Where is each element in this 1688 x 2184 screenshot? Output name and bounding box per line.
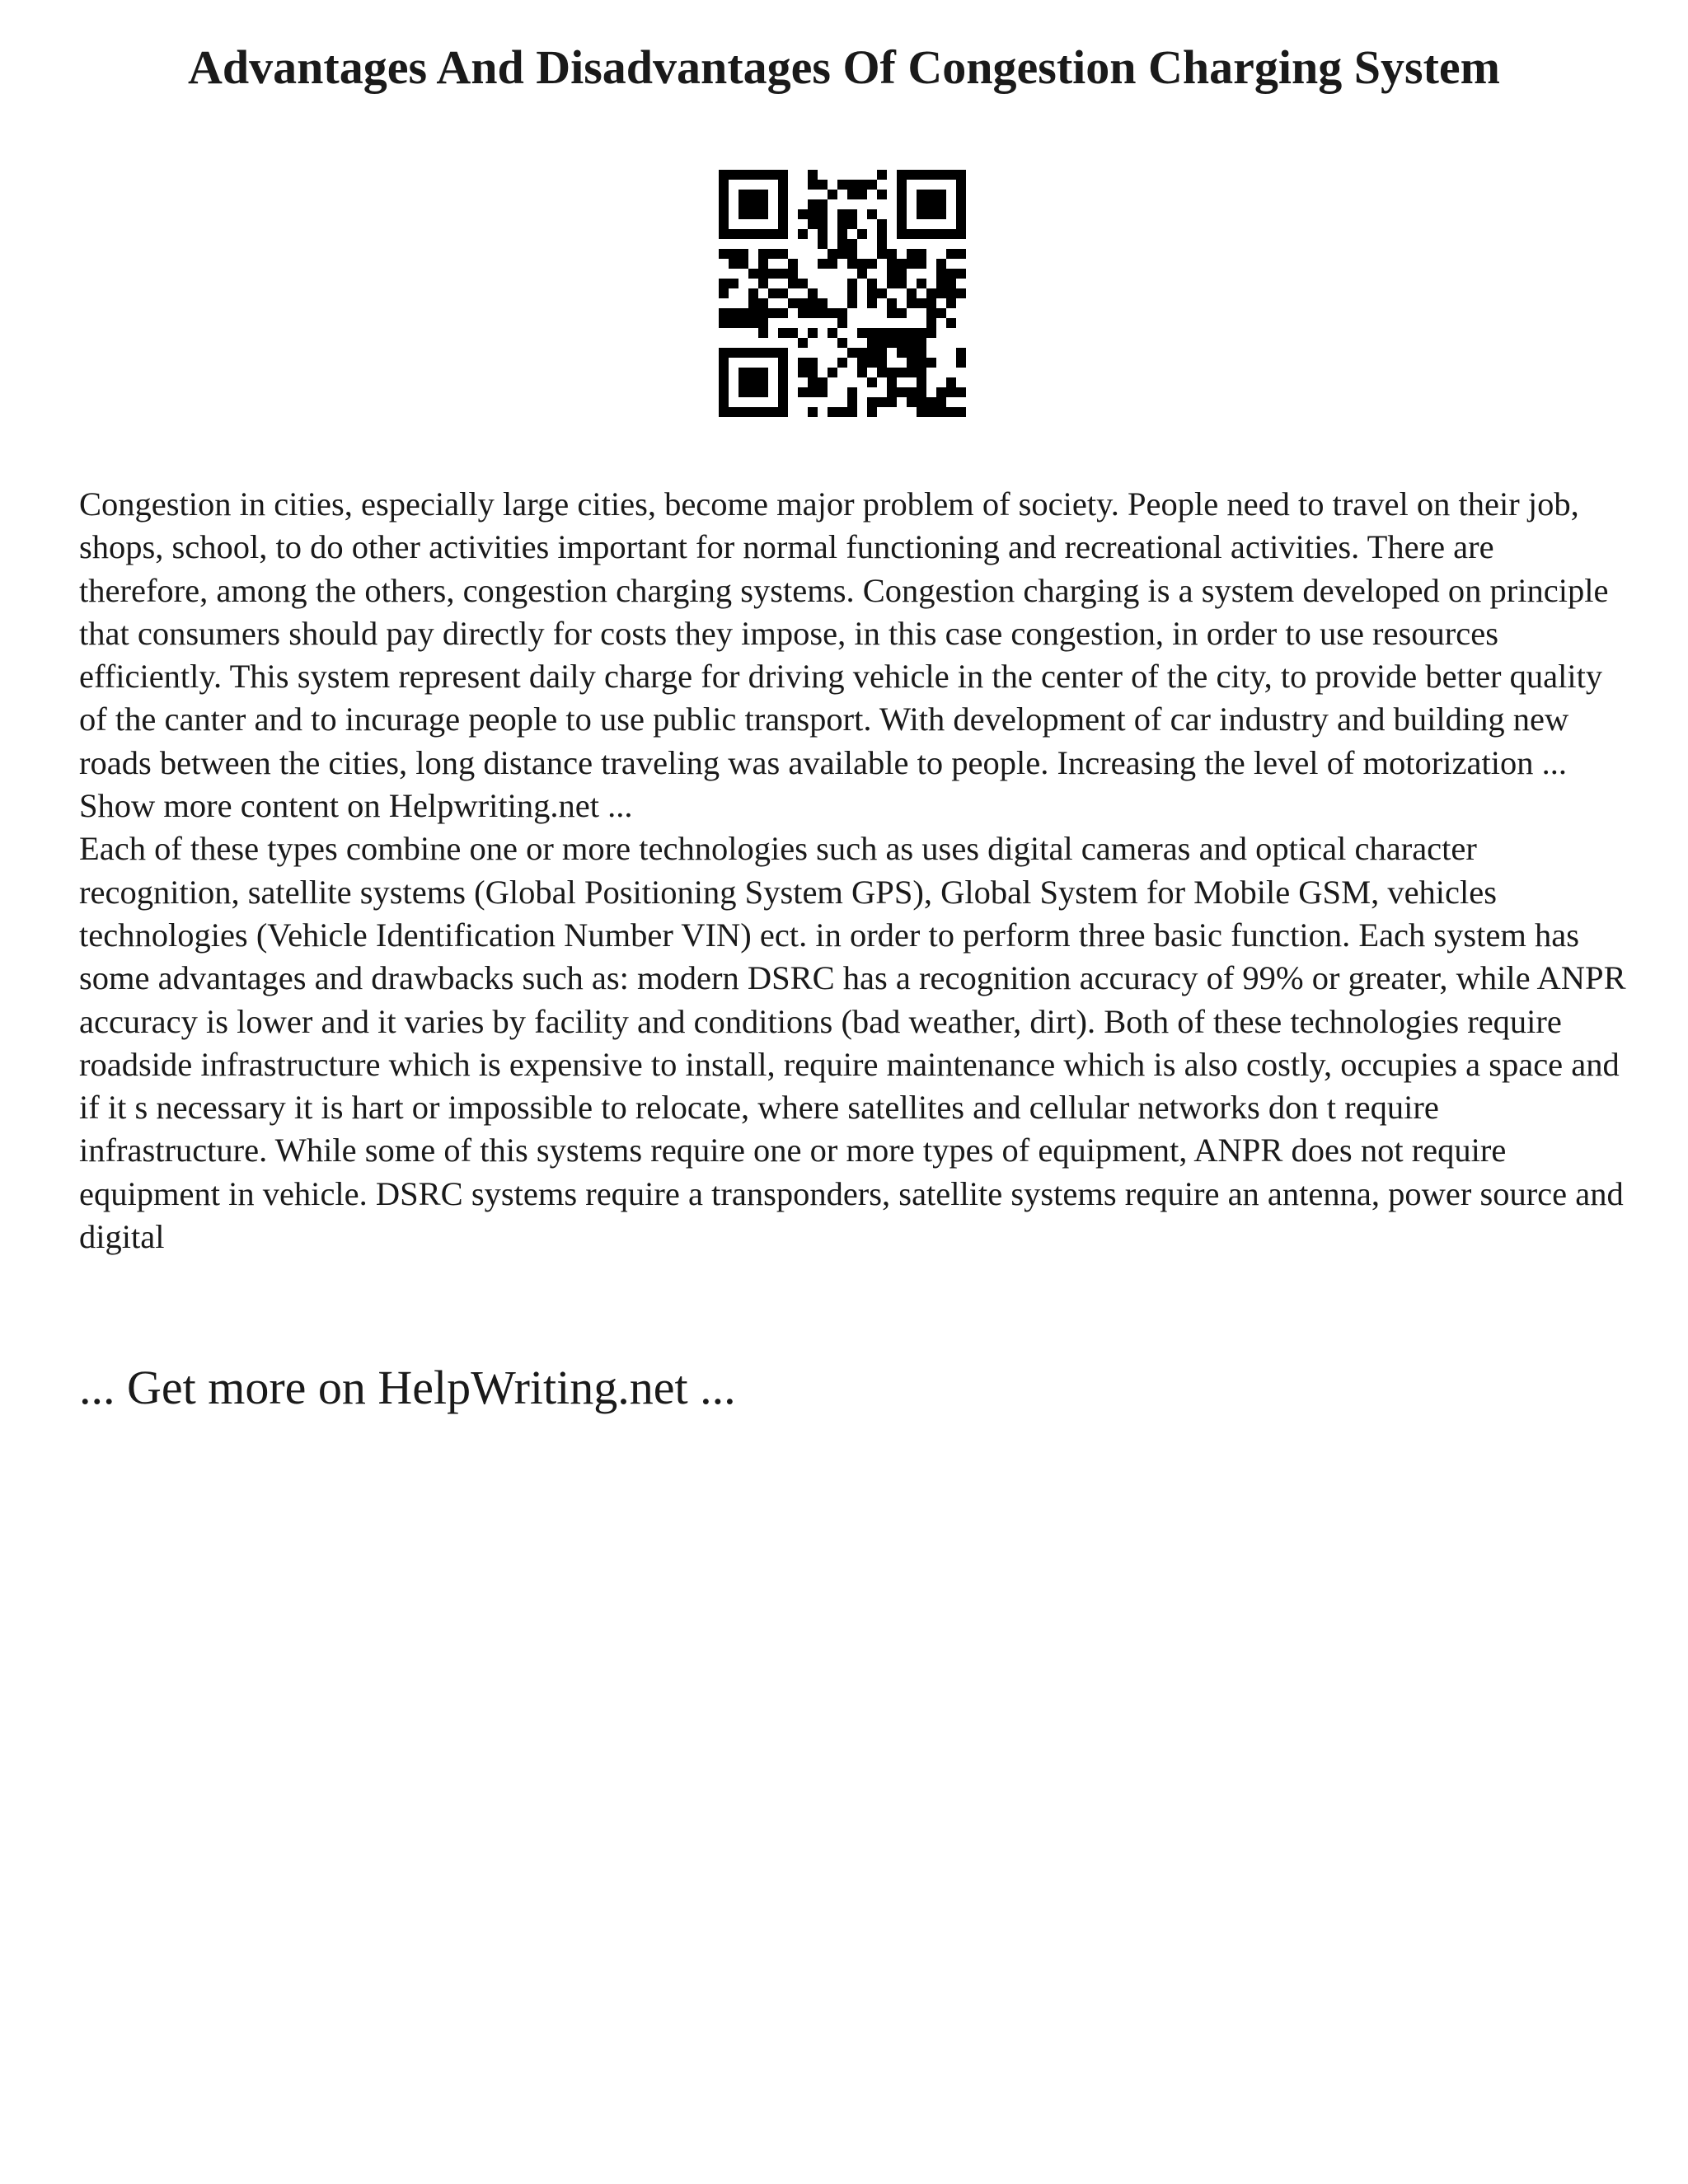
paragraph: Congestion in cities, especially large cities, become major problem of society. People need to travel on their job, shops, school, to do other activities important for normal functioning and recreational activities. There are therefore, among the others, congestion charging systems. Congestion charging is a system developed on principle that consumers should pay directly for costs they impose, in this case congestion, in order to use resources efficiently. This system represent daily charge for driving vehicle in the center of the city, to provide better quality of the canter and to incurage people to use public transport. With development of car industry and building new roads between the cities, long distance traveling was available to people. Increasing the level of motorization ... Show more content on Helpwriting.net ... <box>79 485 1609 825</box>
get-more-link[interactable]: ... Get more on HelpWriting.net ... <box>79 1361 736 1414</box>
qr-code-icon <box>719 170 966 417</box>
article-body <box>79 483 1629 1258</box>
paragraph: Each of these types combine one or more technologies such as uses digital cameras and optical character recognition, satellite systems (Global Positioning System GPS), Global System for Mobile GSM, vehicles technologies (Vehicle Identification Number VIN) ect. in order to perform three basic function. Each system has some advantages and drawbacks such as: modern DSRC has a recognition accuracy of 99% or greater, while ANPR accuracy is lower and it varies by facility and conditions (bad weather, dirt). Both of these technologies require roadside infrastructure which is expensive to install, require maintenance which is also costly, occupies a space and if it s necessary it is hart or impossible to relocate, where satellites and cellular networks don t require infrastructure. While some of this systems require one or more types of equipment, ANPR does not require equipment in vehicle. DSRC systems require a transponders, satellite systems require an antenna, power source and digital <box>79 830 1626 1256</box>
document-title: Advantages And Disadvantages Of Congestion Charging System <box>188 40 1500 94</box>
